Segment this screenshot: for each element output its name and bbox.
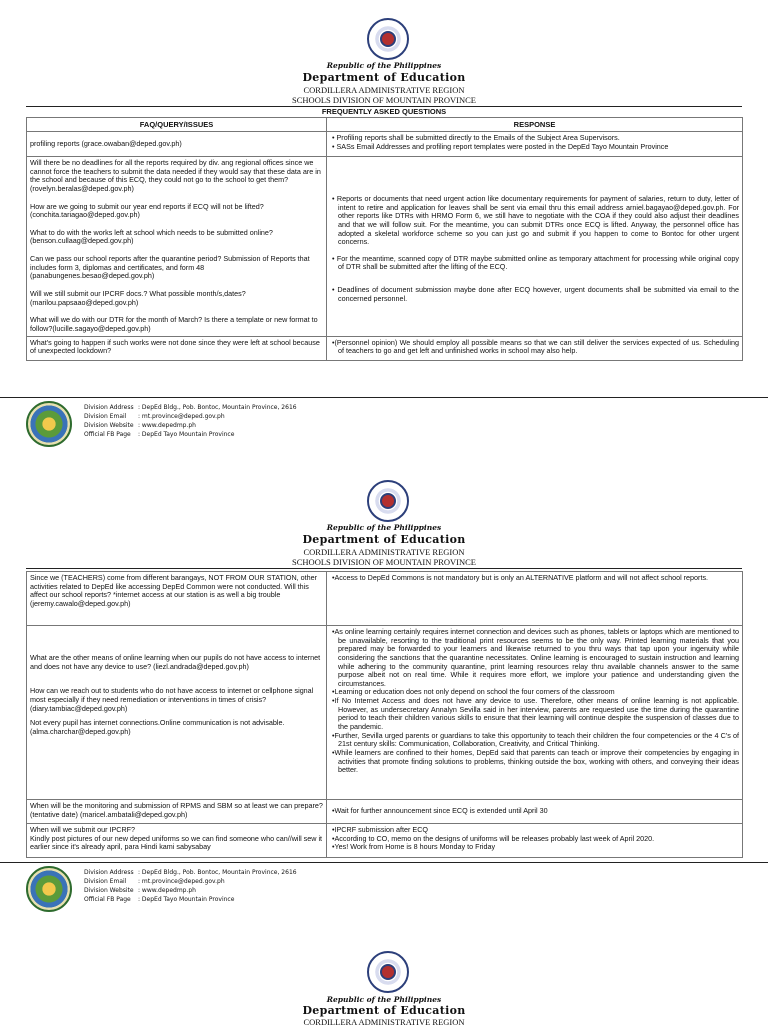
table-row (27, 626, 743, 800)
question-cell (27, 572, 327, 626)
faq-title: FREQUENTLY ASKED QUESTIONS (321, 107, 447, 116)
response-item: • SASs Email Addresses and profiling report templates were posted in the DepEd Tayo Mountain Province (332, 141, 669, 151)
response-item: • Profiling reports shall be submitted directly to the Emails of the Subject Area Supervisors. (332, 133, 620, 142)
footer-info (84, 868, 297, 904)
website-label: Division Website (84, 422, 134, 429)
deped-seal-icon (367, 951, 409, 993)
response-cell (327, 800, 743, 824)
question-text: What's going to happen if such works were not done since they were left at school because of unexpected lockdown? (30, 337, 320, 356)
email-label: Division Email (84, 878, 127, 885)
response-item: •IPCRF submission after ECQ (332, 825, 428, 834)
division-footer (0, 859, 768, 917)
question-text: What to do with the works left at school which needs to be submitted online? (benson.cullaag@deped.gov.ph) (30, 227, 273, 246)
division-logo-icon (26, 866, 72, 912)
website-label: Division Website (84, 887, 134, 894)
question-cell (27, 626, 327, 800)
question-cell (27, 132, 327, 157)
response-item: •Learning or education does not only depend on school the four corners of the classroom (332, 687, 615, 697)
response-cell (327, 572, 743, 626)
address-label: Division Address (84, 404, 134, 411)
response-column-header: RESPONSE (327, 118, 743, 132)
fb-label: Official FB Page (84, 431, 131, 438)
response-item: •According to CO, memo on the designs of uniforms will be releases probably last week of April 2020. (332, 833, 655, 843)
address-value: : DepEd Bldg., Pob. Bontoc, Mountain Province, 2616 (138, 869, 297, 876)
question-cell (27, 157, 327, 337)
table-row (27, 157, 743, 337)
question-text: Not every pupil has internet connections.Online communication is not advisable. (alma.charchar@deped.gov.ph) (30, 718, 285, 736)
question-text: Will we still submit our IPCRF docs.? What possible month/s,dates? (marilou.papsaao@deped.gov.ph) (30, 289, 246, 307)
question-text: profiling reports (grace.owaban@deped.gov.ph) (30, 138, 182, 148)
footer-info (84, 403, 297, 439)
response-item: • Reports or documents that need urgent action like documentary requirements for payment of salaries, return to duty, letter of intent to retire and application for leaves shall be sent via email thru this email address arniel.bagayao@deped.gov.ph. For other reports like DTRs with HRMO Form 6, we still have to negotiate with the COA if they could also adjust their deadlines and that we will follow suit. For the meantime, you can submit DTRs once ECQ is lifted. Anyway, the personnel office has adopted a skeletal workforce scheme so you can just go and submit if you happen to come to Bontoc for other urgent concerns. (332, 194, 739, 247)
deped-seal-icon (367, 18, 409, 60)
response-item: •As online learning certainly requires internet connection and devices such as phones, tablets or laptops which are mentioned to be unavailable, resorting to the traditional print resources seems to be the only way. Printed learning materials that you prepared may be forwarded to your learners and likewise returned to you thru ways that tap upon your ingenuity while considering the sanctions that the quarantine necessitates. Online learning is encouraged to sustain instruction and learning while adhering to the community quarantine, print learning resources relay thru available channels answer to the same purpose albeit not on real time. While it requires more effort, we implore your patience and understanding given the circumstances. (332, 627, 739, 688)
question-text: When will be the monitoring and submission of RPMS and SBM so at least we can prepare? (tentative date) (maricel.ambatali@deped.gov.ph) (30, 801, 323, 819)
republic-text: Republic of the Philippines (326, 995, 442, 1004)
response-item: •Further, Sevilla urged parents or guardians to take this opportunity to teach their children the four competencies or the 4 C's of 21st century skills: Communication, Collaboration, Creativity, and Critical Thinking. (332, 730, 739, 749)
question-cell (27, 336, 327, 360)
question-text: How can we reach out to students who do not have access to internet or cellphone signal most especially if they need remediation or interventions in times of crisis? (diary.tambiac@deped.gov.ph) (30, 686, 314, 713)
response-item: • For the meantime, scanned copy of DTR maybe submitted online as temporary attachment for processing while original copy of DTR shall be submitted after the lifting of the ECQ. (332, 253, 739, 272)
address-label: Division Address (84, 869, 134, 876)
republic-text: Republic of the Philippines (326, 61, 442, 70)
department-title: Department of Education (302, 1004, 466, 1017)
response-item: •While learners are confined to their homes, DepEd said that parents can teach or improve their competencies by engaging in activities that promote finding solutions to problems, thinking outside the box, working with others, and conveying their ideas better. (332, 747, 739, 775)
question-text: When will we submit our IPCRF? (30, 825, 136, 834)
fb-label: Official FB Page (84, 896, 131, 903)
fb-value: : DepEd Tayo Mountain Province (138, 896, 235, 903)
question-text: Can we pass our school reports after the quarantine period? Submission of Reports that includes form 3, diplomas and certificates, and form 48 (panabungenes.besao@deped.gov.ph) (30, 254, 310, 281)
department-title: Department of Education (302, 71, 466, 84)
footer-rule (0, 397, 768, 398)
question-text: What will we do with our DTR for the month of March? Is there a template or new format to follow?(lucille.sagayo@deped.gov.ph) (30, 315, 318, 333)
table-row (27, 572, 743, 626)
division-text: SCHOOLS DIVISION OF MOUNTAIN PROVINCE (292, 95, 476, 105)
department-title: Department of Education (302, 533, 466, 546)
response-item: •(Personnel opinion) We should employ all possible means so that we can still deliver the services expected of us. Scheduling of teachers to go and get left and unfinished works in school may also help. (332, 337, 739, 356)
fb-value: : DepEd Tayo Mountain Province (138, 431, 235, 438)
division-footer (0, 394, 768, 452)
question-cell (27, 824, 327, 858)
deped-seal-icon (367, 480, 409, 522)
table-row (27, 132, 743, 157)
division-text: SCHOOLS DIVISION OF MOUNTAIN PROVINCE (292, 557, 476, 567)
response-item: •Yes! Work from Home is 8 hours Monday to Friday (332, 842, 496, 852)
table-header-row (27, 118, 743, 132)
response-cell (327, 626, 743, 800)
response-cell (327, 824, 743, 858)
website-value: : www.depedmp.ph (138, 422, 196, 429)
website-value: : www.depedmp.ph (138, 887, 196, 894)
email-value: : mt.province@deped.gov.ph (138, 878, 225, 885)
question-cell (27, 800, 327, 824)
footer-rule (0, 862, 768, 863)
response-item: •If No Internet Access and does not have any device to use. Therefore, other means of online learning is not applicable. However, as undersecretary Annalyn Sevilla said in her interview, parents are requested use the time during the quarantine period to teach their children various skills to ensure that their learning will continue despite the suspension of classes due to the pandemic. (332, 696, 739, 732)
table-row (27, 800, 743, 824)
address-value: : DepEd Bldg., Pob. Bontoc, Mountain Province, 2616 (138, 404, 297, 411)
question-text: Kindly post pictures of our new deped uniforms so we can find someone who can//will sew it earlier since it's already april, para Hindi kami sabysabay (30, 833, 323, 852)
republic-text: Republic of the Philippines (326, 523, 442, 532)
question-text: Will there be no deadlines for all the reports required by div. ang regional offices since we cannot force the teachers to submit the data needed if they would say that these data are in the school and because of this ECQ, they could not go to the school to get them? (rovelyn.beralas@deped.gov.ph) (30, 158, 321, 193)
response-cell (327, 132, 743, 157)
question-text: Since we (TEACHERS) come from different barangays, NOT FROM OUR STATION, other activities related to DepEd like accessing DepEd Common were not conducted. Will this affect our school reports? *internet access at our station is as well a big trouble (jeremy.cawalo@deped.gov.ph) (30, 573, 318, 608)
division-logo-icon (26, 401, 72, 447)
region-text: CORDILLERA ADMINISTRATIVE REGION (303, 85, 465, 95)
faq-table-2 (26, 571, 743, 858)
question-column-header: FAQ/QUERY/ISSUES (27, 118, 327, 132)
response-cell (327, 157, 743, 337)
response-item: • Deadlines of document submission maybe done after ECQ however, urgent documents shall be submitted via email to the concerned personnel. (332, 285, 739, 303)
faq-table-1 (26, 117, 743, 361)
email-value: : mt.province@deped.gov.ph (138, 413, 225, 420)
question-text: What are the other means of online learning when our pupils do not have access to internet and does not have any device to use? (liezl.andrada@deped.gov.ph) (30, 653, 321, 671)
question-text: How are we going to submit our year end reports if ECQ will not be lifted? (conchita.tariagao@deped.gov.ph) (30, 201, 264, 220)
response-item: •Access to DepEd Commons is not mandatory but is only an ALTERNATIVE platform and will not affect school reports. (332, 573, 709, 582)
email-label: Division Email (84, 413, 127, 420)
region-text: CORDILLERA ADMINISTRATIVE REGION (303, 1017, 465, 1027)
header-rule (26, 568, 742, 569)
response-cell (327, 336, 743, 360)
region-text: CORDILLERA ADMINISTRATIVE REGION (303, 547, 465, 557)
table-row (27, 336, 743, 360)
table-row (27, 824, 743, 858)
response-item: •Wait for further announcement since ECQ is extended until April 30 (332, 806, 548, 816)
